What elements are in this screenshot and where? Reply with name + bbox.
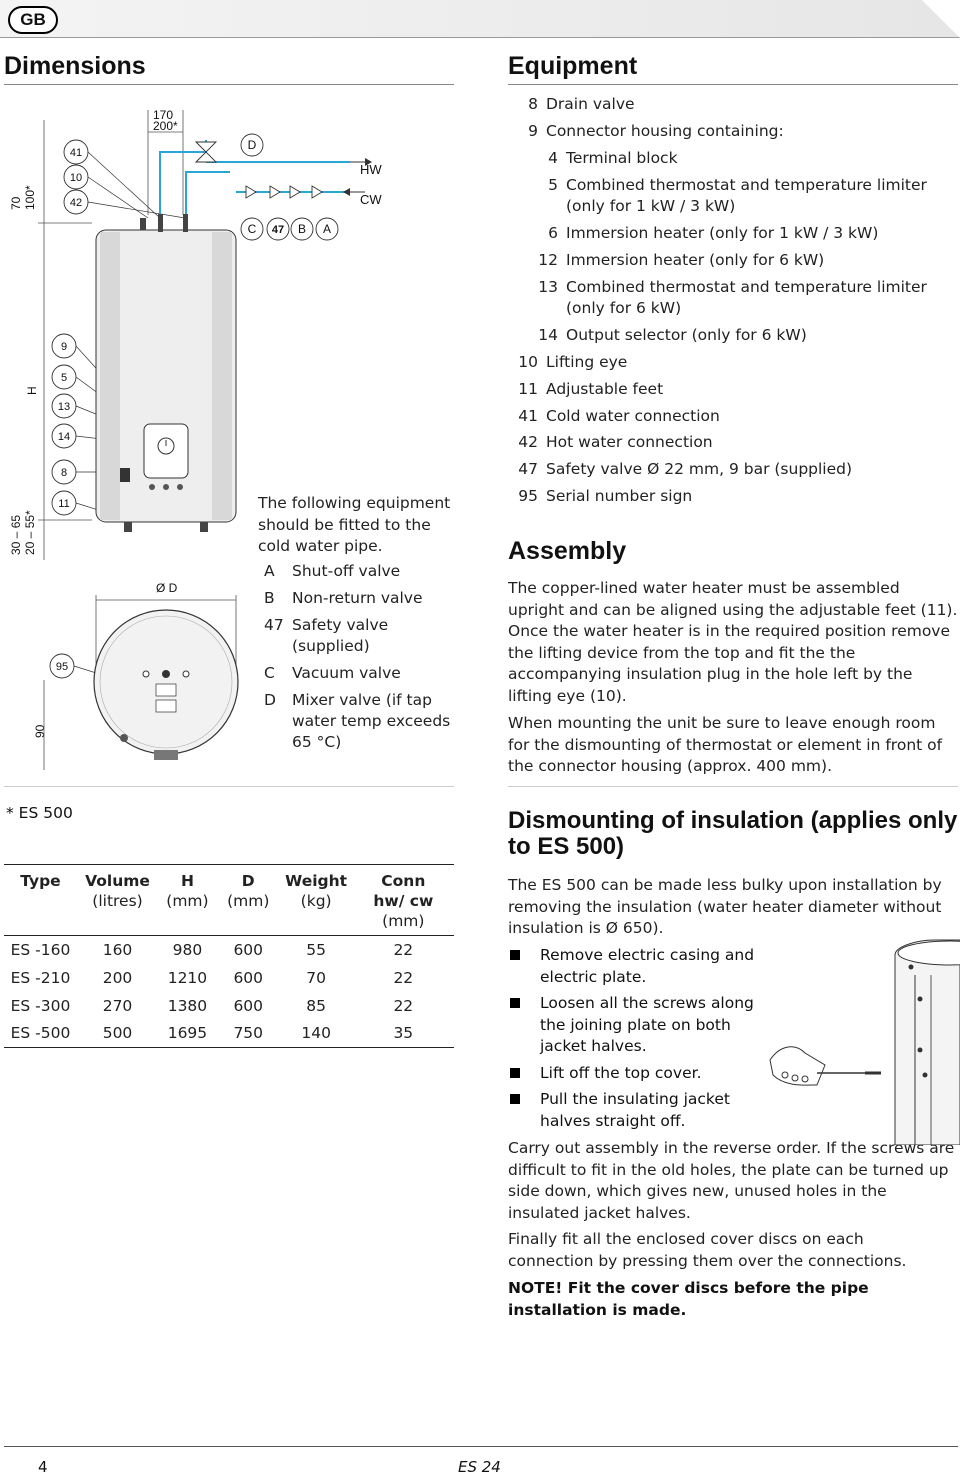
svg-text:8: 8: [60, 467, 68, 479]
svg-text:42: 42: [69, 197, 83, 209]
footnote-es500: * ES 500: [6, 804, 73, 822]
list-item: 95 Serial number sign: [518, 487, 693, 505]
table-row: ES -210 200 1210 600 70 22: [10, 968, 414, 987]
label-CW: CW: [360, 192, 382, 207]
dim-H: H: [25, 386, 39, 395]
dismounting-paragraph-2: Finally fit all the enclosed cover discs on each connection by pressing them over the connections.: [508, 1230, 907, 1270]
svg-text:10: 10: [69, 172, 83, 184]
dim-100: 100*: [23, 185, 37, 210]
list-item: Loosen all the screws along the joining plate on both jacket halves.: [508, 993, 758, 1058]
list-item: Pull the insulating jacket halves straight off.: [508, 1089, 758, 1132]
list-item: 42 Hot water connection: [518, 433, 713, 451]
assembly-title: Assembly: [508, 537, 627, 565]
svg-text:11: 11: [58, 498, 70, 510]
label-HW: HW: [360, 162, 382, 177]
dim-20-55: 20 – 55*: [23, 510, 37, 555]
dim-30-65: 30 – 65: [9, 514, 23, 555]
spec-table: [4, 864, 454, 1048]
table-header-row: [4, 865, 454, 936]
list-item: 12 Immersion heater (only for 6 kW): [538, 251, 825, 269]
svg-text:5: 5: [60, 372, 68, 384]
list-item: (only for 1 kW / 3 kW): [566, 197, 736, 215]
dim-200: 200*: [153, 119, 178, 133]
table-row: ES -300 270 1380 600 85 22: [10, 996, 414, 1015]
col-d: D (mm): [227, 872, 270, 910]
dim-90: 90: [33, 724, 47, 738]
equipment-title: Equipment: [508, 52, 638, 80]
valve-item: B Non-return valve: [264, 589, 423, 607]
col-type: Type: [20, 872, 61, 890]
list-item: 5 Combined thermostat and temperature limiter: [548, 176, 927, 194]
header-band: [0, 0, 960, 38]
list-item: 9 Connector housing containing:: [528, 122, 784, 140]
page-number: 4: [38, 1458, 48, 1474]
col-volume: Volume (litres): [85, 872, 150, 910]
list-item: 4 Terminal block: [548, 149, 678, 167]
dimensions-title: Dimensions: [4, 52, 146, 80]
valve-D-label: D: [247, 138, 257, 152]
table-row: ES -160 160 980 600 55 22: [10, 940, 414, 959]
valve-note-intro: The following equipment should be fitted to the cold water pipe.: [258, 494, 451, 555]
footer-model: ES 24: [458, 1458, 501, 1474]
dim-70: 70: [9, 196, 23, 210]
list-item: Lift off the top cover.: [508, 1063, 758, 1085]
dismounting-intro: The ES 500 can be made less bulky upon installation by removing the insulation (water heater diameter without insulation is Ø 650).: [508, 876, 942, 937]
svg-text:9: 9: [60, 341, 68, 353]
col-weight: Weight (kg): [285, 872, 348, 910]
svg-text:13: 13: [57, 401, 71, 413]
dismounting-note: NOTE! Fit the cover discs before the pipe installation is made.: [508, 1279, 869, 1319]
assembly-paragraph-1: The copper-lined water heater must be assembled upright and can be aligned using the adjustable feet (11). Once the water heater is in the required position remove the lifting device from the top and fit the the accompanying insulation plug in the hole left by the lifting eye (10).: [508, 579, 958, 705]
dim-oD: Ø D: [156, 581, 178, 595]
list-item: 13 Combined thermostat and temperature limiter: [538, 278, 927, 296]
valve-47-label: 47: [271, 224, 285, 236]
list-item: 6 Immersion heater (only for 1 kW / 3 kW): [548, 224, 879, 242]
valve-list: [264, 561, 459, 753]
list-item: 8 Drain valve: [528, 95, 635, 113]
valve-A-label: A: [322, 222, 332, 236]
insulation-illustration: [765, 935, 960, 1145]
list-item: (only for 6 kW): [566, 299, 682, 317]
dimensions-bottom-rule: [4, 786, 454, 787]
valve-item: C Vacuum valve: [264, 664, 401, 682]
svg-text:41: 41: [69, 147, 83, 159]
valve-item: 47 Safety valve (supplied): [264, 616, 389, 655]
list-item: 41 Cold water connection: [518, 407, 720, 425]
dismounting-paragraph-1: Carry out assembly in the reverse order. If the screws are difficult to fit in the old holes, the plate can be turned up side down, which gives new, unused holes in the insulated jacket halves.: [508, 1139, 955, 1222]
valve-item: A Shut-off valve: [264, 562, 401, 580]
dim-170: 170: [153, 108, 174, 122]
list-item: 47 Safety valve Ø 22 mm, 9 bar (supplied): [518, 460, 853, 478]
col-h: H (mm): [166, 872, 209, 910]
svg-text:95: 95: [55, 661, 69, 673]
list-item: 10 Lifting eye: [518, 353, 628, 371]
col-conn: Conn hw/ cw (mm): [373, 872, 434, 930]
valve-item: D Mixer valve (if tap water temp exceeds 65 °C): [264, 691, 451, 751]
list-item: Remove electric casing and electric plate.: [508, 945, 758, 988]
dismounting-title: Dismounting of insulation (applies only to ES 500): [508, 807, 958, 860]
assembly-paragraph-2: When mounting the unit be sure to leave enough room for the dismounting of thermostat or element in front of the connector housing (approx. 400 mm).: [508, 714, 943, 775]
table-row: ES -500 500 1695 750 140 35: [4, 1020, 454, 1048]
footer-rule: [4, 1446, 958, 1447]
dimensions-rule: [4, 84, 454, 85]
list-item: 14 Output selector (only for 6 kW): [538, 326, 807, 344]
language-badge: GB: [8, 6, 58, 34]
valve-C-label: C: [247, 222, 257, 236]
dismounting-steps: [508, 945, 758, 1137]
valve-B-label: B: [297, 222, 307, 236]
equipment-rule: [508, 84, 958, 85]
assembly-bottom-rule: [508, 786, 958, 787]
svg-text:14: 14: [57, 431, 71, 443]
list-item: 11 Adjustable feet: [518, 380, 664, 398]
